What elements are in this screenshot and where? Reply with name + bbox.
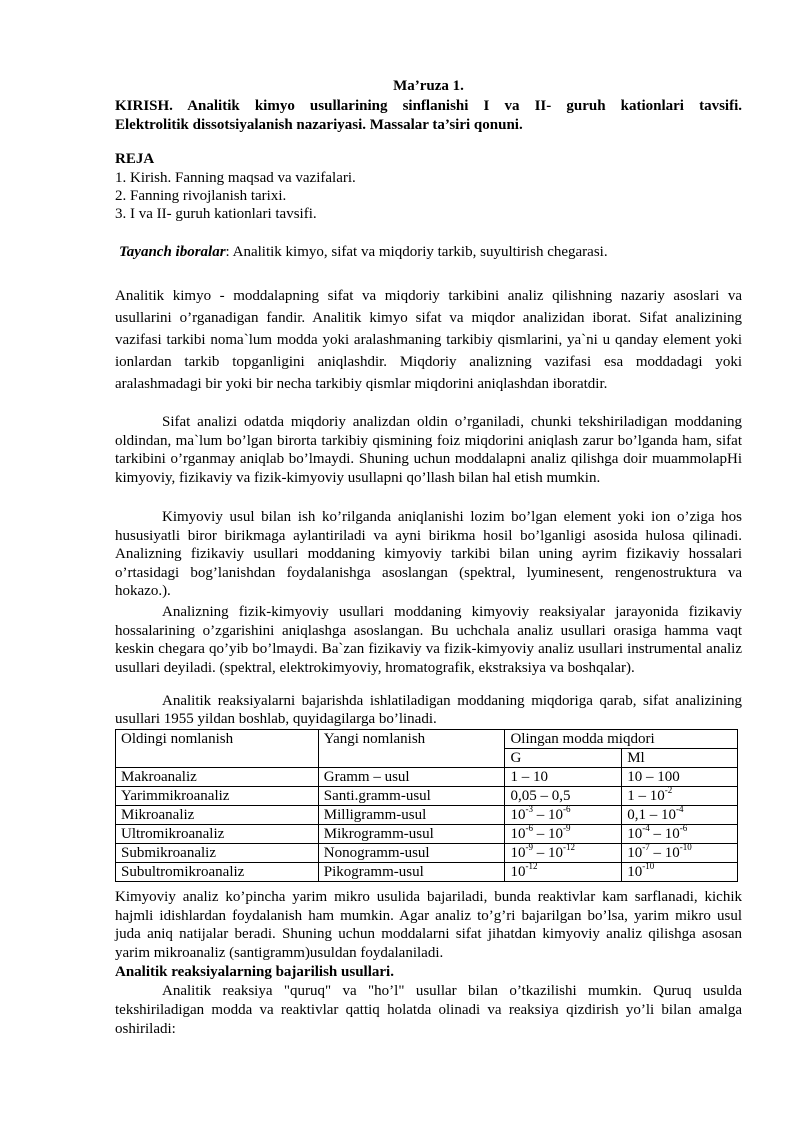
cell-old: Submikroanaliz <box>116 844 319 863</box>
cell-g <box>505 806 622 825</box>
plan-label: REJA <box>115 151 155 167</box>
ml-exponent: -4 <box>675 804 684 814</box>
g-exponent-1: -9 <box>525 842 533 852</box>
g-exponent-1: -12 <box>525 861 538 871</box>
ml-exponent-1: -7 <box>642 842 650 852</box>
g-base-1: 10 <box>510 845 526 861</box>
ml-base: 0,1 – 10 <box>627 807 676 823</box>
cell-old: Mikroanaliz <box>116 806 319 825</box>
g-base-1: 10 <box>510 807 526 823</box>
ml-exponent: -2 <box>664 785 673 795</box>
plan-item: 1. Kirish. Fanning maqsad va vazifalari. <box>115 170 356 186</box>
table-row <box>116 825 738 844</box>
cell-ml <box>622 787 738 806</box>
header-old-name: Oldingi nomlanish <box>116 730 319 768</box>
analysis-methods-table <box>115 729 738 882</box>
paragraph: Analitik reaksiyalarni bajarishda ishlatiladigan moddaning miqdoriga qarab, sifat analizining usullari 1955 yildan boshlab, quyidagilarga bo’linadi. <box>115 693 742 727</box>
g-base-2: – 10 <box>532 845 563 861</box>
cell-ml <box>622 806 738 825</box>
paragraph: Kimyoviy usul bilan ish ko’rilganda aniqlanishi lozim bo’lgan element yoki ion o’ziga hos hususiyatli biror birikmaga aylantiriladi va ayni birikma hosil bo’lganligi asosida hulosa qilinadi. Analizning fizikaviy usullari moddaning kimyoviy tarkibi bilan uning ayrim fizikaviy hossalari o’rtasidagi bog’lanishdan foydalanishga asoslangan (spektral, lyuminesent, rengenostruktura va hokazo.). <box>115 509 742 600</box>
g-base-1: 10 <box>510 864 526 880</box>
cell-g <box>505 825 622 844</box>
ml-exponent-1: -4 <box>642 823 650 833</box>
ml-exponent-2: -10 <box>679 842 692 852</box>
cell-new: Mikrogramm-usul <box>318 825 505 844</box>
keywords-label: Tayanch iboralar <box>119 244 226 260</box>
ml-exponent-2: -6 <box>679 823 688 833</box>
cell-old: Makroanaliz <box>116 768 319 787</box>
cell-g <box>505 844 622 863</box>
g-exponent-2: -6 <box>562 804 571 814</box>
section-subheading: Analitik reaksiyalarning bajarilish usullari. <box>115 964 394 980</box>
ml-base-1: 10 <box>627 864 643 880</box>
g-exponent-1: -6 <box>525 823 533 833</box>
heading-line-1: KIRISH. Analitik kimyo usullarining sinflanishi I va II- guruh kationlari tavsifi. <box>115 98 742 114</box>
cell-g <box>505 863 622 882</box>
g-exponent-1: -3 <box>525 804 533 814</box>
ml-base-1: 10 <box>627 845 643 861</box>
table-row <box>116 806 738 825</box>
heading-line-2: Elektrolitik dissotsiyalanish nazariyasi. Massalar ta’siri qonuni. <box>115 117 523 133</box>
lecture-title: Ma’ruza 1. <box>393 78 464 94</box>
paragraph: Sifat analizi odatda miqdoriy analizdan oldin o’rganiladi, chunki tekshiriladigan moddaning oldindan, ma`lum bo’lgan birorta tarkibiy qismining foiz miqdorini aniqlash zarur bo’lganda ham, sifat tarkibini o’rganmay aniqlab bo’lmaydi. Shuning uchun moddalapni analiz qilishga doir muammolapHi kimyoviy, fizikaviy va fizik-kimyoviy usullapni qo’llash bilan hal etish mumkin. <box>115 414 742 486</box>
ml-base: 1 – 10 <box>627 788 665 804</box>
paragraph: Analitik reaksiya "quruq" va "ho’l" usullar bilan o’tkazilishi mumkin. Quruq usulda tekshiriladigan modda va reaktivlar qattiq holatda olinadi va reaksiya qizdirish yo’li bilan amalga oshiriladi: <box>115 983 742 1037</box>
cell-new: Nonogramm-usul <box>318 844 505 863</box>
cell-ml <box>622 844 738 863</box>
paragraph: Analizning fizik-kimyoviy usullari moddaning kimyoviy reaksiyalar jarayonida fizikaviy hossalarining o’zgarishini aniqlashga asoslangan. Bu uchchala analiz usullari orasiga hamma vaqt keskin chegara qo’yib bo’lmaydi. Ba`zan fizikaviy va fizik-kimyoviy analiz usullari instrumental analiz usullari deyiladi. (spektral, elektrokimyoviy, hromatografik, ekstraksiya va boshqalar). <box>115 604 742 676</box>
g-base-2: – 10 <box>532 826 563 842</box>
paragraph: Kimyoviy analiz ko’pincha yarim mikro usulida bajariladi, bunda reaktivlar kam sarflanadi, kichik hajmli idishlardan foydalanish ham mumkin. Agar analiz to’g’ri bajarilgan bo’lsa, yarim mikro usul juda aniq natijalar beradi. Shuning uchun moddalarni sifat jihatdan kimyoviy analiz qilishga asosan yarim mikroanaliz (santigramm)usuldan foydalaniladi. <box>115 889 742 961</box>
table-header-row <box>116 730 738 749</box>
table-row <box>116 768 738 787</box>
lecture-heading <box>115 97 742 135</box>
keywords-text: : Analitik kimyo, sifat va miqdoriy tarkib, suyultirish chegarasi. <box>225 244 608 260</box>
header-g: G <box>505 749 622 768</box>
cell-old: Subultromikroanaliz <box>116 863 319 882</box>
cell-old: Ultromikroanaliz <box>116 825 319 844</box>
plan-item: 3. I va II- guruh kationlari tavsifi. <box>115 206 317 222</box>
paragraph: Analitik kimyo - moddalapning sifat va miqdoriy tarkibini analiz qilishning nazariy asoslari va usullarini o’rganadigan fandir. Analitik kimyo sifat va miqdor analizidan iborat. Sifat analizining vazifasi tarkibi noma`lum modda yoki aralashmaning tarkibiy qismlarini, ya`ni u qanday element yoki ionlardan tarkib topganligini aniqlashdir. Miqdoriy analizning vazifasi esa moddadagi yoki aralashmadagi bir yoki bir necha tarkibiy qismlar miqdorini aniqlashdan iboratdir. <box>115 288 742 392</box>
g-exponent-2: -9 <box>562 823 571 833</box>
cell-old: Yarimmikroanaliz <box>116 787 319 806</box>
cell-g: 0,05 – 0,5 <box>505 787 622 806</box>
cell-g: 1 – 10 <box>505 768 622 787</box>
ml-exponent-1: -10 <box>642 861 655 871</box>
header-new-name: Yangi nomlanish <box>318 730 505 768</box>
cell-new: Gramm – usul <box>318 768 505 787</box>
ml-base-2: – 10 <box>649 845 680 861</box>
cell-new: Pikogramm-usul <box>318 863 505 882</box>
cell-new: Santi.gramm-usul <box>318 787 505 806</box>
table-row <box>116 863 738 882</box>
g-exponent-2: -12 <box>562 842 575 852</box>
table-row <box>116 844 738 863</box>
g-base-2: – 10 <box>532 807 563 823</box>
ml-base-2: – 10 <box>649 826 680 842</box>
keywords-line <box>119 244 608 261</box>
plan-item: 2. Fanning rivojlanish tarixi. <box>115 188 287 204</box>
cell-ml <box>622 825 738 844</box>
header-ml: Ml <box>622 749 738 768</box>
g-base-1: 10 <box>510 826 526 842</box>
ml-base-1: 10 <box>627 826 643 842</box>
cell-ml: 10 – 100 <box>622 768 738 787</box>
cell-new: Milligramm-usul <box>318 806 505 825</box>
header-amount: Olingan modda miqdori <box>505 730 738 749</box>
cell-ml <box>622 863 738 882</box>
table-row <box>116 787 738 806</box>
